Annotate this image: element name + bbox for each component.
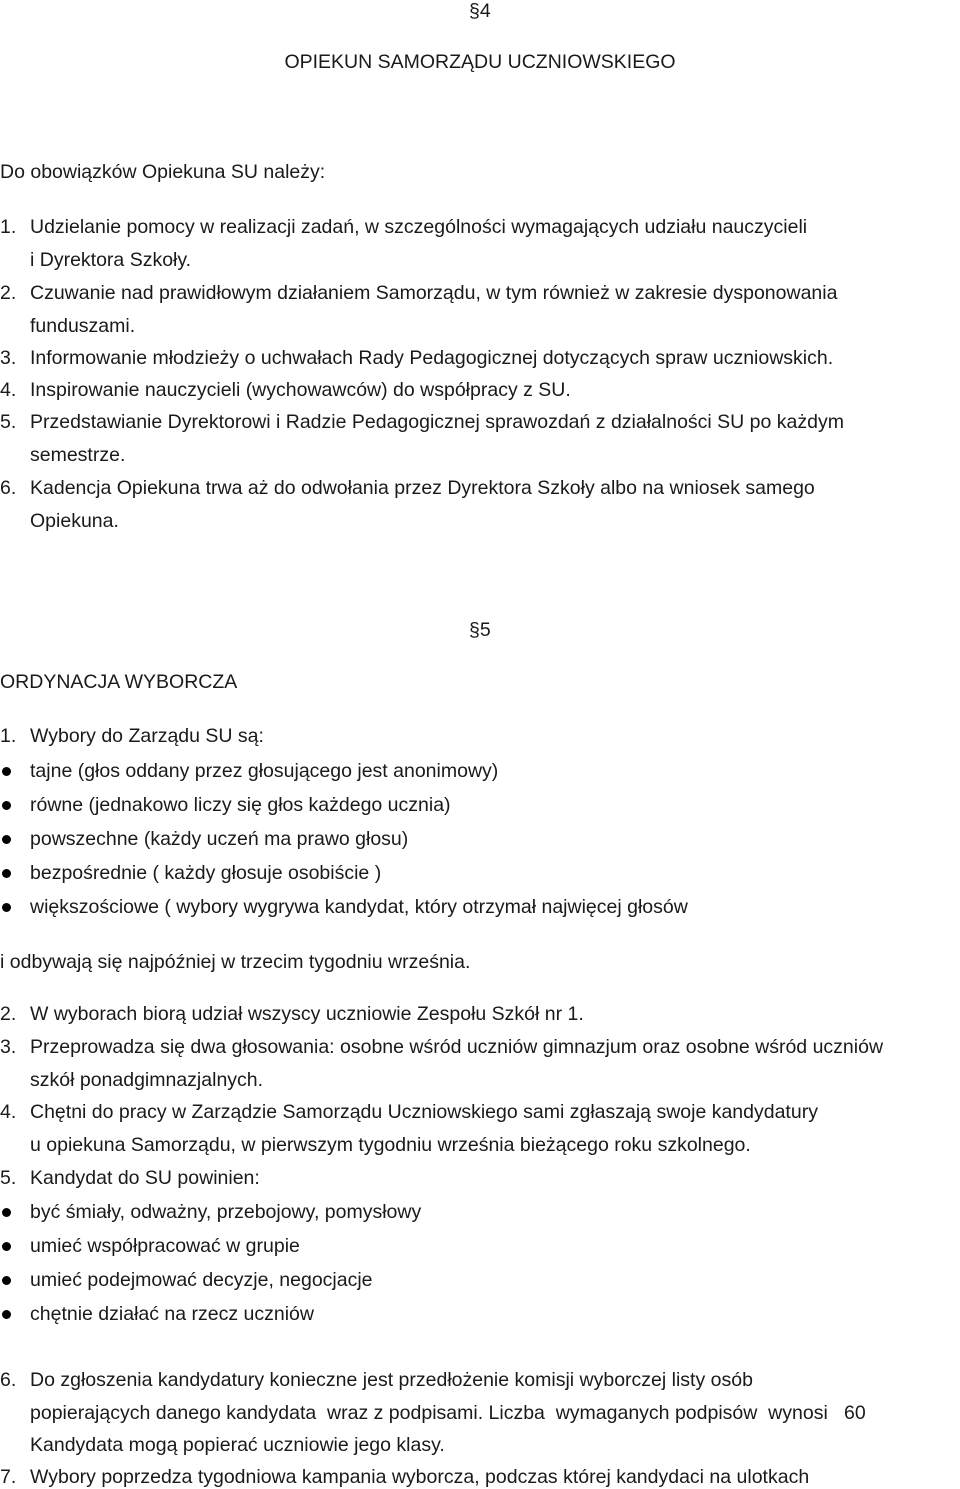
item-line: Kandydat do SU powinien: (30, 1167, 260, 1189)
item-line: Do zgłoszenia kandydatury konieczne jest przedłożenie komisji wyborczej listy osób (30, 1369, 753, 1391)
section-title-4: OPIEKUN SAMORZĄDU UCZNIOWSKIEGO (284, 51, 676, 73)
item-number: 3. (0, 1036, 17, 1058)
bullet-text: równe (jednakowo liczy się głos każdego ucznia) (30, 794, 451, 816)
item-line: W wyborach biorą udział wszyscy uczniowie Zespołu Szkół nr 1. (30, 1003, 584, 1025)
item-line: Udzielanie pomocy w realizacji zadań, w szczególności wymagających udziału nauczycieli (30, 216, 808, 238)
item-line: semestrze. (30, 444, 126, 466)
item-line: Opiekuna. (30, 510, 119, 532)
item-line: szkół ponadgimnazjalnych. (30, 1069, 264, 1091)
bullet-text: bezpośrednie ( każdy głosuje osobiście ) (30, 862, 382, 884)
item-number: 2. (0, 1003, 17, 1025)
bullet-text: być śmiały, odważny, przebojowy, pomysłowy (30, 1201, 422, 1223)
bullet-icon (2, 869, 11, 878)
item-line: Kadencja Opiekuna trwa aż do odwołania przez Dyrektora Szkoły albo na wniosek samego (30, 477, 815, 499)
section-title-5: ORDYNACJA WYBORCZA (0, 671, 238, 693)
item-number: 2. (0, 282, 17, 304)
item-line: u opiekuna Samorządu, w pierwszym tygodniu września bieżącego roku szkolnego. (30, 1134, 751, 1156)
bullet-icon (2, 1310, 11, 1319)
item-line: funduszami. (30, 315, 136, 337)
bullet-text: większościowe ( wybory wygrywa kandydat, który otrzymał najwięcej głosów (30, 896, 688, 918)
section-intro: Do obowiązków Opiekuna SU należy: (0, 161, 326, 183)
bullet-icon (2, 1208, 11, 1217)
item-number: 5. (0, 1167, 17, 1189)
item-number: 4. (0, 1101, 17, 1123)
item-line: Chętni do pracy w Zarządzie Samorządu Uczniowskiego sami zgłaszają swoje kandydatury (30, 1101, 818, 1123)
item-number: 3. (0, 347, 17, 369)
item-line: Inspirowanie nauczycieli (wychowawców) do współpracy z SU. (30, 379, 571, 401)
item-line: popierających danego kandydata wraz z podpisami. Liczba wymaganych podpisów wynosi 60 (30, 1402, 866, 1424)
bullet-text: chętnie działać na rzecz uczniów (30, 1303, 314, 1325)
section-marker-5: §5 (469, 619, 491, 641)
item-line: Czuwanie nad prawidłowym działaniem Samorządu, w tym również w zakresie dysponowania (30, 282, 838, 304)
bullet-text: tajne (głos oddany przez głosującego jest anonimowy) (30, 760, 499, 782)
item-number: 1. (0, 725, 17, 747)
item-line: Wybory poprzedza tygodniowa kampania wyborcza, podczas której kandydaci na ulotkach (30, 1466, 810, 1488)
bullet-icon (2, 835, 11, 844)
item-number: 5. (0, 411, 17, 433)
item-number: 1. (0, 216, 17, 238)
bullet-text: umieć podejmować decyzje, negocjacje (30, 1269, 373, 1291)
item-line: Kandydata mogą popierać uczniowie jego klasy. (30, 1434, 445, 1456)
bullet-icon (2, 767, 11, 776)
bullet-icon (2, 1276, 11, 1285)
bullet-text: umieć współpracować w grupie (30, 1235, 300, 1257)
paragraph: i odbywają się najpóźniej w trzecim tygodniu września. (0, 951, 471, 973)
item-line: Informowanie młodzieży o uchwałach Rady Pedagogicznej dotyczących spraw uczniowskich. (30, 347, 834, 369)
item-number: 6. (0, 477, 17, 499)
bullet-icon (2, 1242, 11, 1251)
item-number: 7. (0, 1466, 17, 1488)
bullet-text: powszechne (każdy uczeń ma prawo głosu) (30, 828, 409, 850)
bullet-icon (2, 903, 11, 912)
item-number: 6. (0, 1369, 17, 1391)
bullet-icon (2, 801, 11, 810)
section-marker-4: §4 (469, 0, 491, 22)
item-line: Wybory do Zarządu SU są: (30, 725, 264, 747)
item-number: 4. (0, 379, 17, 401)
item-line: Przedstawianie Dyrektorowi i Radzie Pedagogicznej sprawozdań z działalności SU po każdym (30, 411, 844, 433)
item-line: Przeprowadza się dwa głosowania: osobne wśród uczniów gimnazjum oraz osobne wśród uczniów (30, 1036, 884, 1058)
item-line: i Dyrektora Szkoły. (30, 249, 192, 271)
